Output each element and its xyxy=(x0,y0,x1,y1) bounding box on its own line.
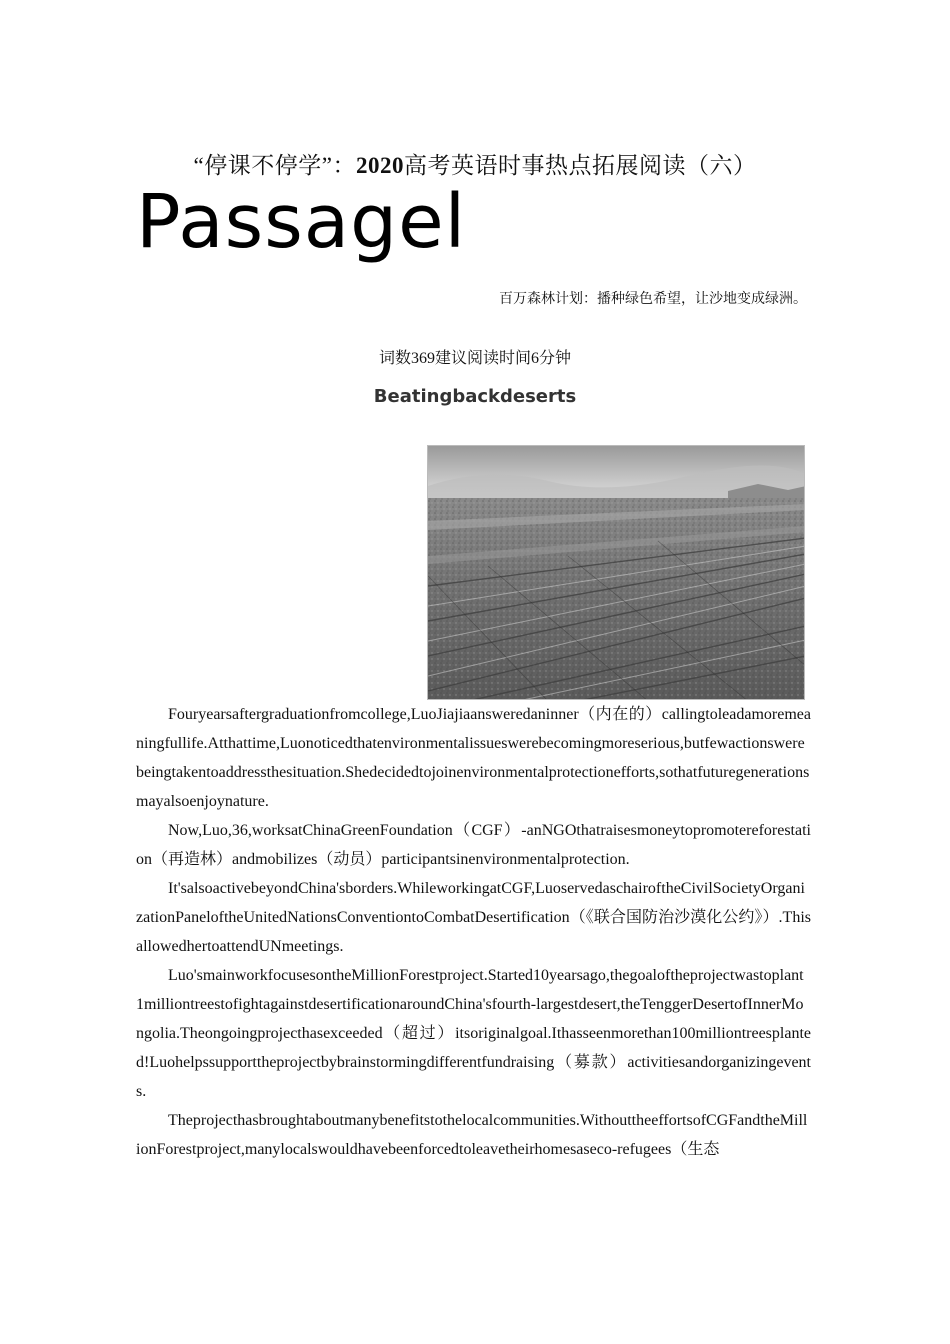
word-count-note: 词数369建议阅读时间6分钟 xyxy=(378,350,571,367)
series-title-rest: 高考英语时事热点拓展阅读（六） xyxy=(403,153,757,178)
article-body xyxy=(136,700,811,1164)
series-title-year: 2020 xyxy=(355,153,404,178)
paragraph-2: Now,Luo,36,worksatChinaGreenFoundation（CGF）-anNGOthatraisesmoneytopromotereforestation（再造林）andmobilizes（动员）participantsinenvironmentalprotection. xyxy=(136,822,811,868)
paragraph-4: Luo'smainworkfocusesontheMillionForestproject.Started10yearsago,thegoaloftheprojectwastoplant1milliontreestofightagainstdesertificationaroundChina'sfourth-largestdesert,theTenggerDesertofInnerMongolia.Theongoingprojecthasexceeded（超过）itsoriginalgoal.Ithasseenmorethan100milliontreesplanted!Luohelpssupporttheprojectbybrainstormingdifferentfundraising（募款）activitiesandorganizingevents. xyxy=(136,967,811,1100)
chinese-subtitle: 百万森林计划：播种绿色希望，让沙地变成绿洲。 xyxy=(499,291,807,307)
paragraph-3: It'salsoactivebeyondChina'sborders.WhileworkingatCGF,LuoservedaschairoftheCivilSocietyOrganizationPaneloftheUnitedNationsConventiontoCombatDesertification（《联合国防治沙漠化公约》）.ThisallowedhertoattendUNmeetings. xyxy=(136,880,811,955)
paragraph-1: Fouryearsaftergraduationfromcollege,LuoJiajiaansweredaninner（内在的）callingtoleadamoremeaningfullife.Atthattime,Luonoticedthatenvironmentalissueswerebecomingmoreserious,butfewactionswerebeingtakentoaddressthesituation.Shedecidedtojoinenvironmentalprotectionefforts,sothatfuturegenerationsmayalsoenjoynature. xyxy=(136,706,811,810)
series-title xyxy=(0,147,950,180)
paragraph-5: Theprojecthasbroughtaboutmanybenefitstothelocalcommunities.WithouttheeffortsofCGFandtheMillionForestproject,manylocalswouldhavebeenforcedtoleavetheirhomesaseco-refugees（生态 xyxy=(136,1112,808,1158)
series-title-quote: “停课不停学”： xyxy=(193,153,356,178)
passage-heading: Passagel xyxy=(136,179,467,265)
desert-landscape-photo xyxy=(427,445,805,700)
article-title: Beatingbackdeserts xyxy=(373,386,577,407)
